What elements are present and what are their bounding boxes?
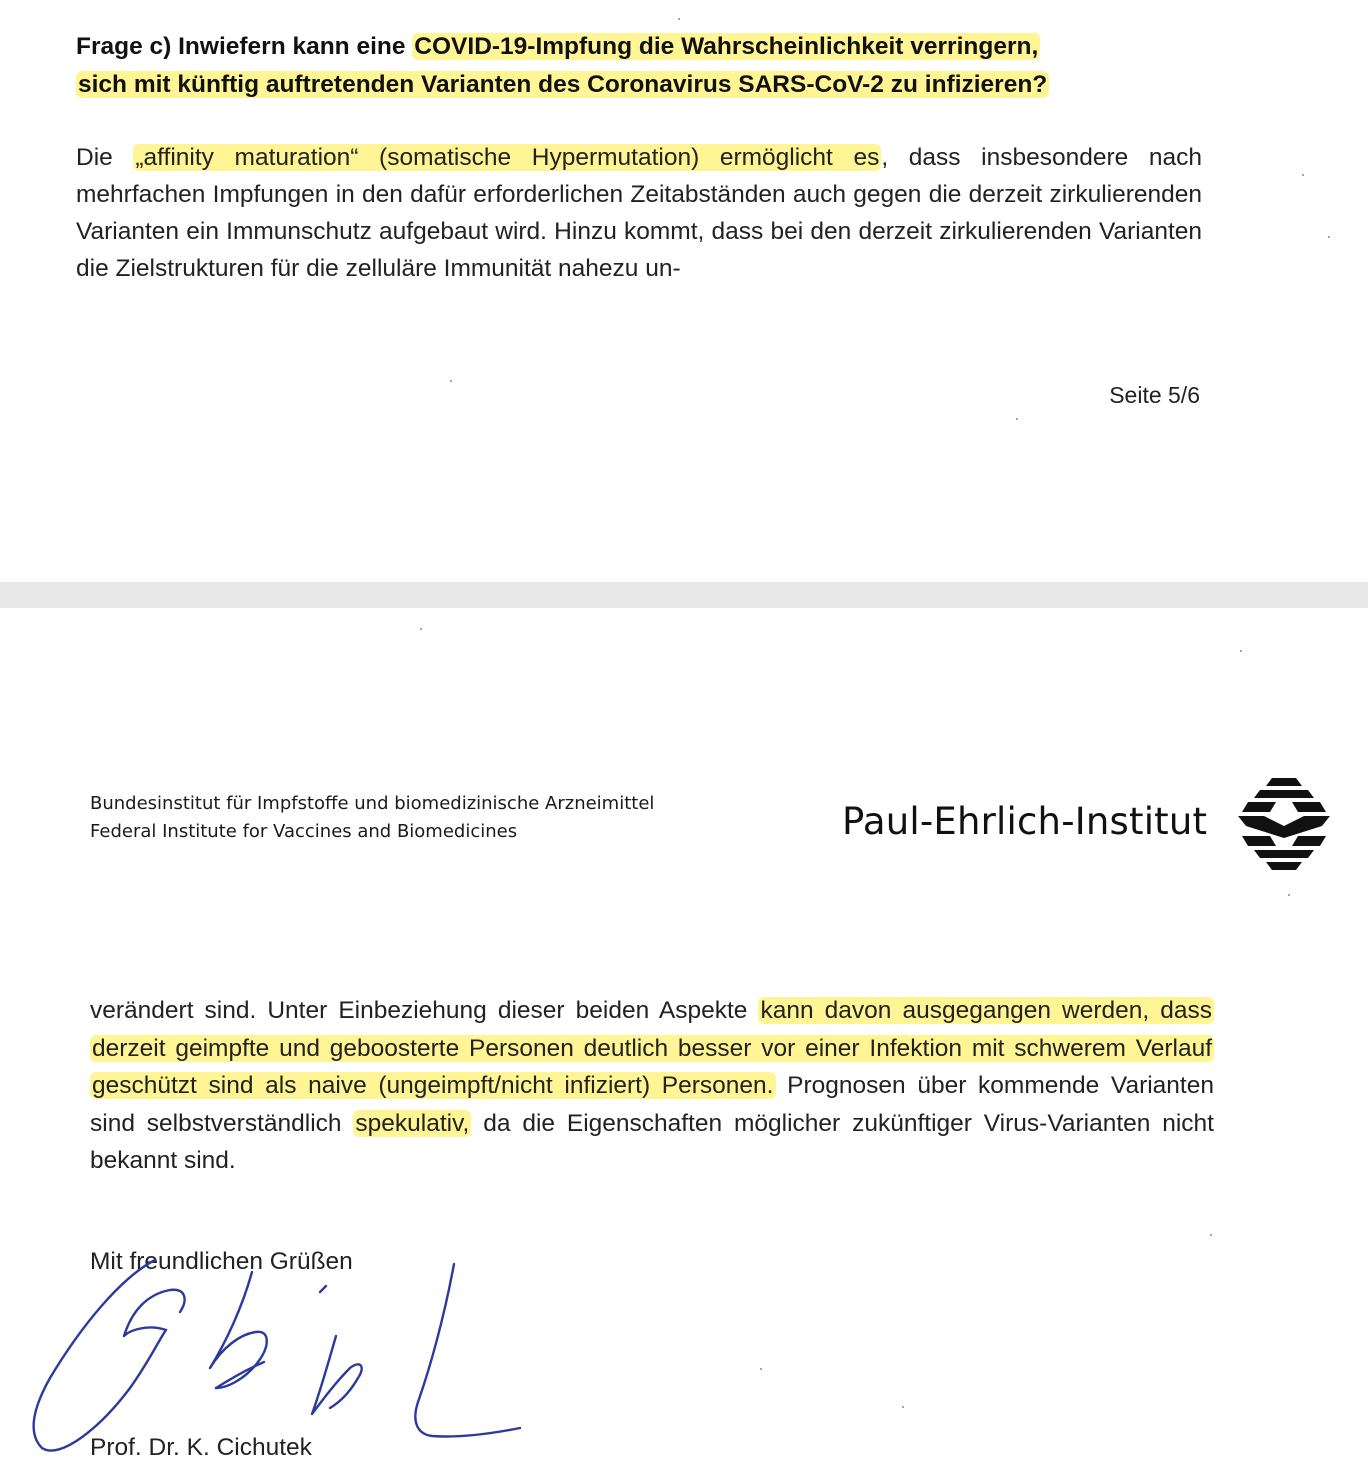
scan-speck xyxy=(678,18,680,20)
institute-name-en: Federal Institute for Vaccines and Biomedicines xyxy=(90,821,518,842)
question-prefix: Frage c) Inwiefern kann eine xyxy=(76,33,413,60)
para2-highlight-1: kann davon ausgegangen werden, dass derzeit geimpfte und geboosterte Personen deutlich besser vor einer Infektion mit schwerem Verlauf geschützt sind als naive (ungeimpft/nicht infiziert) Personen. xyxy=(92,997,1212,1099)
para1-highlight: „affinity maturation“ (somatische Hypermutation) ermöglicht es xyxy=(135,144,880,171)
para2-start: verändert sind. Unter Einbeziehung dieser beiden Aspekte xyxy=(90,997,759,1024)
page-5-fragment xyxy=(0,0,1368,582)
page-6-fragment xyxy=(0,608,1368,1480)
para1-rest: , dass insbesondere nach mehrfachen Impfungen in den dafür erforderlichen Zeitabständen auch gegen die derzeit zirkulierenden Varianten ein Immunschutz aufgebaut wird. Hinzu kommt, dass bei den derzeit zirkulierenden Varianten die Zielstrukturen für die zelluläre Immunität nahezu un- xyxy=(76,144,1203,282)
scan-speck xyxy=(760,1368,762,1370)
scan-speck xyxy=(450,380,452,382)
para2-middle: Prognosen über kommende Varianten sind selbstverständlich xyxy=(90,1072,1214,1137)
closing-phrase: Mit freundlichen Grüßen xyxy=(90,1248,353,1275)
letterhead-institute xyxy=(90,790,654,846)
scan-speck xyxy=(1288,894,1290,896)
question-highlight-2: sich mit künftig auftretenden Varianten des Coronavirus SARS-CoV-2 zu infizieren? xyxy=(78,71,1048,98)
answer-paragraph-continued xyxy=(90,992,1214,1180)
scan-speck xyxy=(1016,418,1018,420)
scan-speck xyxy=(420,628,422,630)
scan-speck xyxy=(1240,650,1242,652)
para1-start: Die xyxy=(76,144,134,171)
scan-speck xyxy=(1210,1234,1212,1236)
scan-speck xyxy=(1328,236,1330,238)
scan-speck xyxy=(902,1406,904,1408)
institute-name-de: Bundesinstitut für Impfstoffe und biomedizinische Arzneimittel xyxy=(90,793,655,814)
para2-highlight-2: spekulativ, xyxy=(355,1109,470,1137)
question-highlight-1: COVID-19-Impfung die Wahrscheinlichkeit verringern, xyxy=(414,33,1039,60)
pei-logo-icon xyxy=(1234,776,1334,872)
signer-name: Prof. Dr. K. Cichutek xyxy=(90,1434,312,1461)
answer-paragraph-start xyxy=(76,139,1202,287)
logo-wordmark: Paul-Ehrlich-Institut xyxy=(842,800,1208,843)
scan-speck xyxy=(1302,174,1304,176)
page-separator xyxy=(0,582,1368,608)
para2-end: da die Eigenschaften möglicher zukünftiger Virus-Varianten nicht bekannt sind. xyxy=(90,1109,1214,1174)
page-number: Seite 5/6 xyxy=(1109,382,1200,408)
question-heading xyxy=(76,28,1206,104)
